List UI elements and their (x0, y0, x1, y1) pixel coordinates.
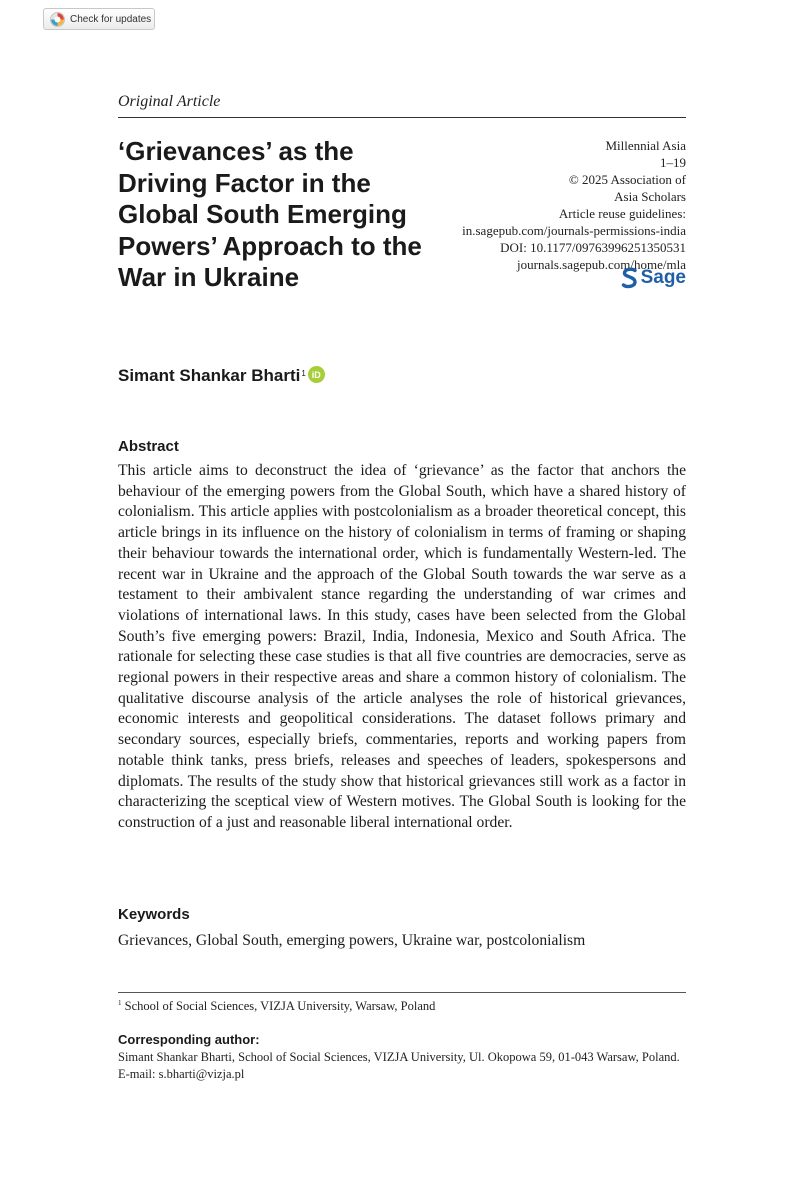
copyright-line-1: © 2025 Association of (568, 172, 686, 187)
journal-home-link[interactable]: journals.sagepub.com/home/mla (517, 257, 686, 272)
author-name: Simant Shankar Bharti (118, 366, 301, 385)
article-type: Original Article (118, 93, 221, 110)
keywords-heading: Keywords (118, 906, 190, 923)
publisher-name: Sage (640, 267, 686, 288)
abstract-heading: Abstract (118, 438, 179, 455)
orcid-icon[interactable]: iD (308, 366, 325, 383)
corresponding-email[interactable]: E-mail: s.bharti@vizja.pl (118, 1066, 245, 1081)
reuse-guidelines-link[interactable]: in.sagepub.com/journals-permissions-india (462, 223, 686, 238)
doi-link[interactable]: DOI: 10.1177/09763996251350531 (500, 240, 686, 255)
page-range: 1–19 (660, 155, 686, 170)
affiliation-footnote (118, 999, 435, 1014)
crossmark-icon (50, 12, 65, 27)
reuse-guidelines-label: Article reuse guidelines: (558, 206, 686, 221)
article-title: ‘Grievances’ as the Driving Factor in the Global South Emerging Powers’ Approach to the War in Ukraine (118, 136, 422, 292)
footnote-divider (118, 992, 686, 993)
check-for-updates-label: Check for updates (70, 13, 152, 25)
keywords-text: Grievances, Global South, emerging powers, Ukraine war, postcolonialism (118, 932, 586, 949)
sage-logo (621, 267, 686, 289)
corresponding-author-heading: Corresponding author: (118, 1032, 260, 1047)
check-for-updates-button[interactable] (43, 8, 155, 30)
affiliation-text: School of Social Sciences, VIZJA University, Warsaw, Poland (124, 999, 436, 1014)
author-line (118, 366, 325, 386)
abstract-text: This article aims to deconstruct the idea of ‘grievance’ as the factor that anchors the behaviour of the emerging powers from the Global South, which have a shared history of colonialism. This article applies with postcolonialism as a broader theoretical concept, this article brings in its influence on the history of colonialism in terms of framing or shaping their behaviour towards the international order, which is fundamentally Western-led. The recent war in Ukraine and the approach of the Global South towards the war serve as a testament to their ambivalent stance regarding the understanding of war crimes and violations of international laws. In this study, cases have been selected from the Global South’s five emerging powers: Brazil, India, Indonesia, Mexico and South Africa. The rationale for selecting these case studies is that all five countries are democracies, serve as regional powers in their respective areas and share a common history of colonialism. The qualitative discourse analysis of the article analyses the role of historical grievances, economic interests and geopolitical considerations. The dataset follows primary and secondary sources, especially briefs, commentaries, reports and working papers from notable think tanks, press briefs, releases and speeches of leaders, spokespersons and diplomats. The results of the study show that historical grievances still work as a factor in characterizing the sceptical view of Western motives. The Global South is looking for the construction of a just and reasonable liberal international order. (118, 462, 686, 831)
header-divider (118, 117, 686, 118)
author-affiliation-mark: 1 (301, 369, 306, 378)
sage-s-icon (621, 267, 638, 289)
journal-name: Millennial Asia (605, 138, 686, 153)
corresponding-address: Simant Shankar Bharti, School of Social Sciences, VIZJA University, Ul. Okopowa 59, 01-043 Warsaw, Poland. (118, 1050, 680, 1064)
journal-metadata (416, 137, 686, 273)
footnote-mark: 1 (118, 999, 122, 1007)
copyright-line-2: Asia Scholars (614, 189, 686, 204)
corresponding-author-block (118, 1049, 686, 1082)
